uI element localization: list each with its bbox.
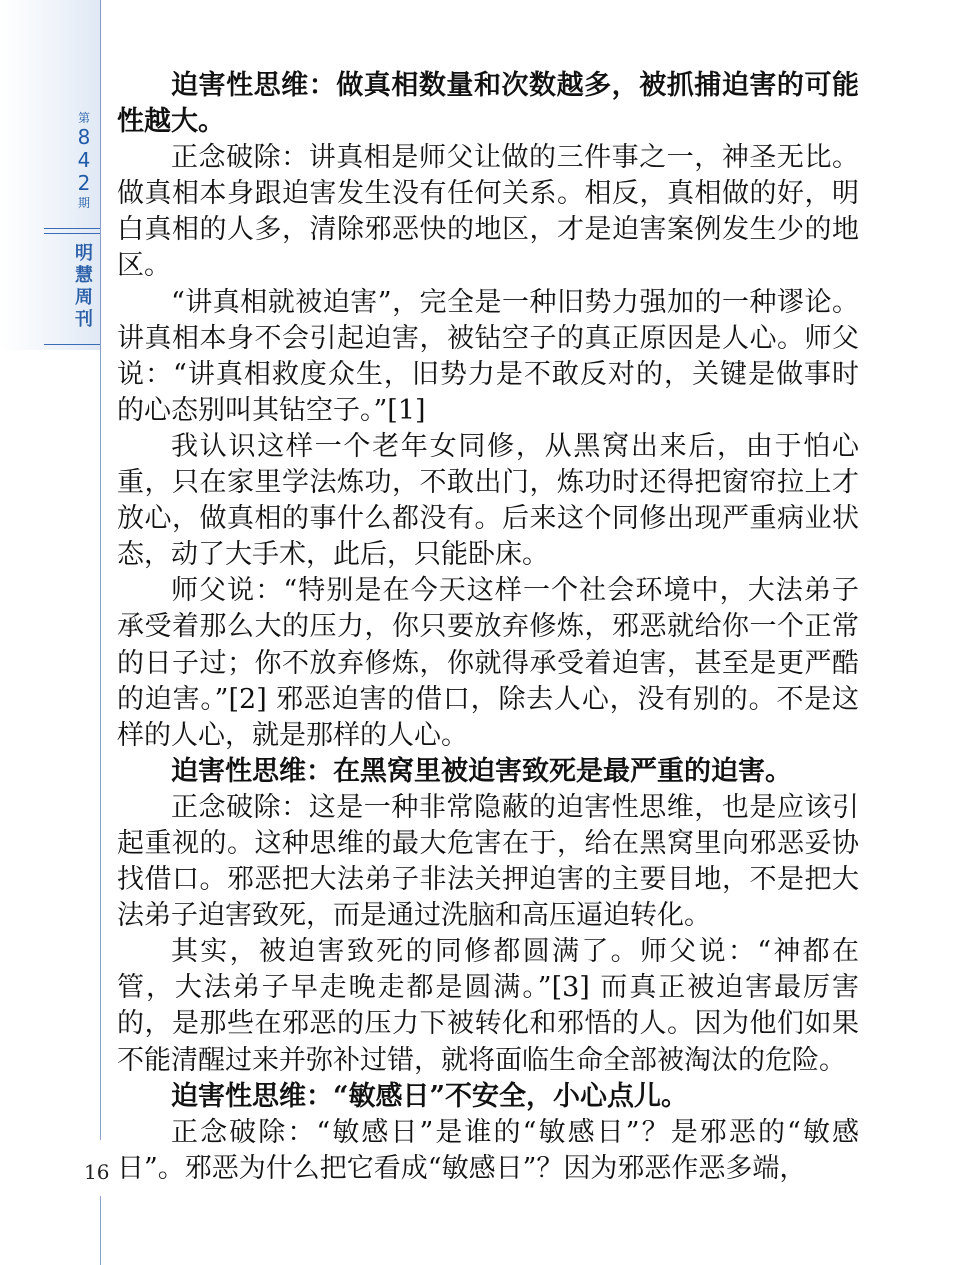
issue-digit: 2 — [77, 171, 91, 195]
magazine-title-char: 周 — [75, 287, 93, 308]
divider-line — [44, 233, 101, 234]
margin-rule — [100, 0, 101, 1140]
paragraph: 迫害性思维：做真相数量和次数越多，被抓捕迫害的可能性越大。 — [117, 70, 859, 138]
margin-rule — [100, 1196, 101, 1265]
divider-line — [44, 344, 101, 345]
paragraph: “讲真相就被迫害”，完全是一种旧势力强加的一种谬论。讲真相本身不会引起迫害，被钻空子的真正原因是人心。师父说：“讲真相救度众生，旧势力是不敢反对的，关键是做事时的心态别叫其钻空子。”[1] — [117, 286, 859, 426]
magazine-title-char: 刊 — [75, 309, 93, 330]
article-body — [117, 68, 859, 1187]
divider-line — [44, 228, 101, 229]
paragraph: 其实，被迫害致死的同修都圆满了。师父说：“神都在管，大法弟子早走晚走都是圆满。”[3] 而真正被迫害最厉害的，是那些在邪恶的压力下被转化和邪悟的人。因为他们如果不能清醒过来并弥补过错，就将面临生命全部被淘汰的危险。 — [117, 936, 859, 1076]
magazine-title — [68, 243, 100, 331]
paragraph: 正念破除：这是一种非常隐蔽的迫害性思维，也是应该引起重视的。这种思维的最大危害在于，给在黑窝里向邪恶妥协找借口。邪恶把大法弟子非法关押迫害的主要目地，不是把大法弟子迫害致死，而是通过洗脑和高压逼迫转化。 — [117, 791, 859, 932]
magazine-title-char: 明 — [75, 243, 93, 264]
paragraph: 我认识这样一个老年女同修，从黑窝出来后，由于怕心重，只在家里学法炼功，不敢出门，炼功时还得把窗帘拉上才放心，做真相的事什么都没有。后来这个同修出现严重病业状态，动了大手术，此后，只能卧床。 — [117, 430, 859, 571]
paragraph: 师父说：“特别是在今天这样一个社会环境中，大法弟子承受着那么大的压力，你只要放弃修炼，邪恶就给你一个正常的日子过；你不放弃修炼，你就得承受着迫害，甚至是更严酷的迫害。”[2] 邪恶迫害的借口，除去人心，没有别的。不是这样的人心，就是那样的人心。 — [117, 575, 859, 751]
issue-prefix: 第 — [77, 111, 90, 125]
sidebar — [0, 0, 100, 1265]
issue-digit: 4 — [77, 148, 91, 172]
page-number: 16 — [84, 1160, 110, 1184]
magazine-title-char: 慧 — [75, 265, 93, 286]
issue-suffix: 期 — [77, 196, 90, 210]
issue-digit: 8 — [77, 125, 91, 149]
paragraph: 正念破除：“敏感日”是谁的“敏感日”？是邪恶的“敏感日”。邪恶为什么把它看成“敏感日”？因为邪恶作恶多端， — [117, 1116, 859, 1184]
paragraph: 迫害性思维：在黑窝里被迫害致死是最严重的迫害。 — [171, 755, 792, 787]
issue-number — [68, 110, 100, 211]
paragraph: 迫害性思维：“敏感日”不安全，小心点儿。 — [171, 1080, 689, 1112]
paragraph: 正念破除：讲真相是师父让做的三件事之一，神圣无比。做真相本身跟迫害发生没有任何关系。相反，真相做的好，明白真相的人多，清除邪恶快的地区，才是迫害案例发生少的地区。 — [117, 142, 859, 282]
